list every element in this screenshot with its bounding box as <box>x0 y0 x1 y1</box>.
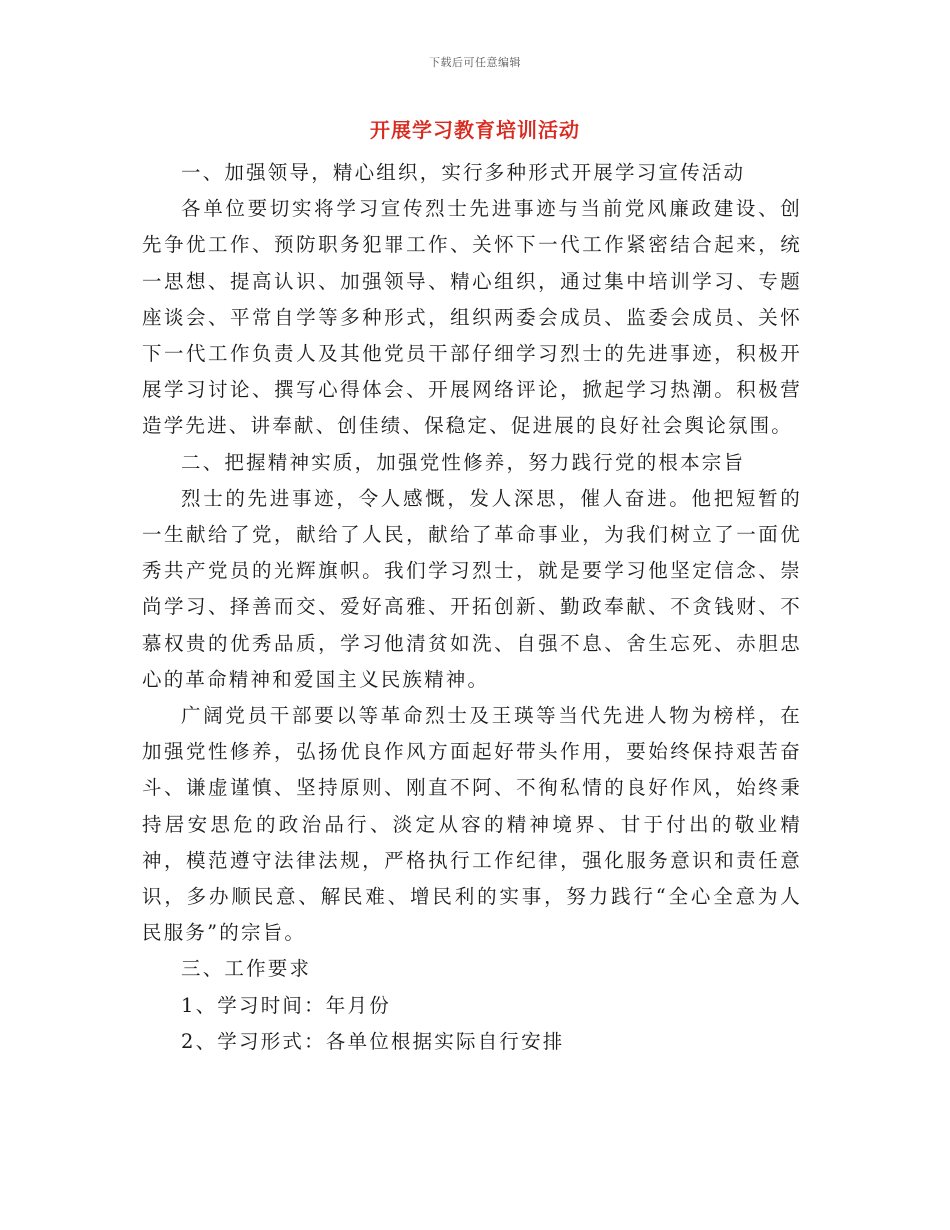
list-item: 1、学习时间：年月份 <box>181 993 391 1017</box>
paragraph: 各单位要切实将学习宣传烈士先进事迹与当前党风廉政建设、创先争优工作、预防职务犯罪工作、关怀下一代工作紧密结合起来，统一思想、提高认识、加强领导、精心组织，通过集中培训学习、专题座谈会、平常自学等多种形式，组织两委会成员、监委会成员、关怀下一代工作负责人及其他党员干部仔细学习烈士的先进事迹，积极开展学习讨论、撰写心得体会、开展网络评论，掀起学习热潮。积极营造学先进、讲奉献、创佳绩、保稳定、促进展的良好社会舆论氛围。 <box>142 197 802 438</box>
list-item: 2、学习形式：各单位根据实际自行安排 <box>181 1029 565 1053</box>
header-note: 下载后可任意编辑 <box>429 56 521 69</box>
document-body <box>142 155 802 1060</box>
paragraph: 烈士的先进事迹，令人感慨，发人深思，催人奋进。他把短暂的一生献给了党，献给了人民，献给了革命事业，为我们树立了一面优秀共产党员的光辉旗帜。我们学习烈士，就是要学习他坚定信念、崇尚学习、择善而交、爱好高雅、开拓创新、勤政奉献、不贪钱财、不慕权贵的优秀品质，学习他清贫如洗、自强不息、舍生忘死、赤胆忠心的革命精神和爱国主义民族精神。 <box>142 486 802 691</box>
section-heading-3: 三、工作要求 <box>181 957 312 981</box>
section-heading-2: 二、把握精神实质，加强党性修养，努力践行党的根本宗旨 <box>181 450 746 474</box>
section-heading-1: 一、加强领导，精心组织，实行多种形式开展学习宣传活动 <box>181 161 746 184</box>
document-title: 开展学习教育培训活动 <box>370 118 580 142</box>
paragraph: 广阔党员干部要以等革命烈士及王瑛等当代先进人物为榜样，在加强党性修养，弘扬优良作风方面起好带头作用，要始终保持艰苦奋斗、谦虚谨慎、坚持原则、刚直不阿、不徇私情的良好作风，始终秉持居安思危的政治品行、淡定从容的精神境界、甘于付出的敬业精神，模范遵守法律法规，严格执行工作纪律，强化服务意识和责任意识，多办顺民意、解民难、增民利的实事，努力践行“全心全意为人民服务”的宗旨。 <box>142 704 802 945</box>
